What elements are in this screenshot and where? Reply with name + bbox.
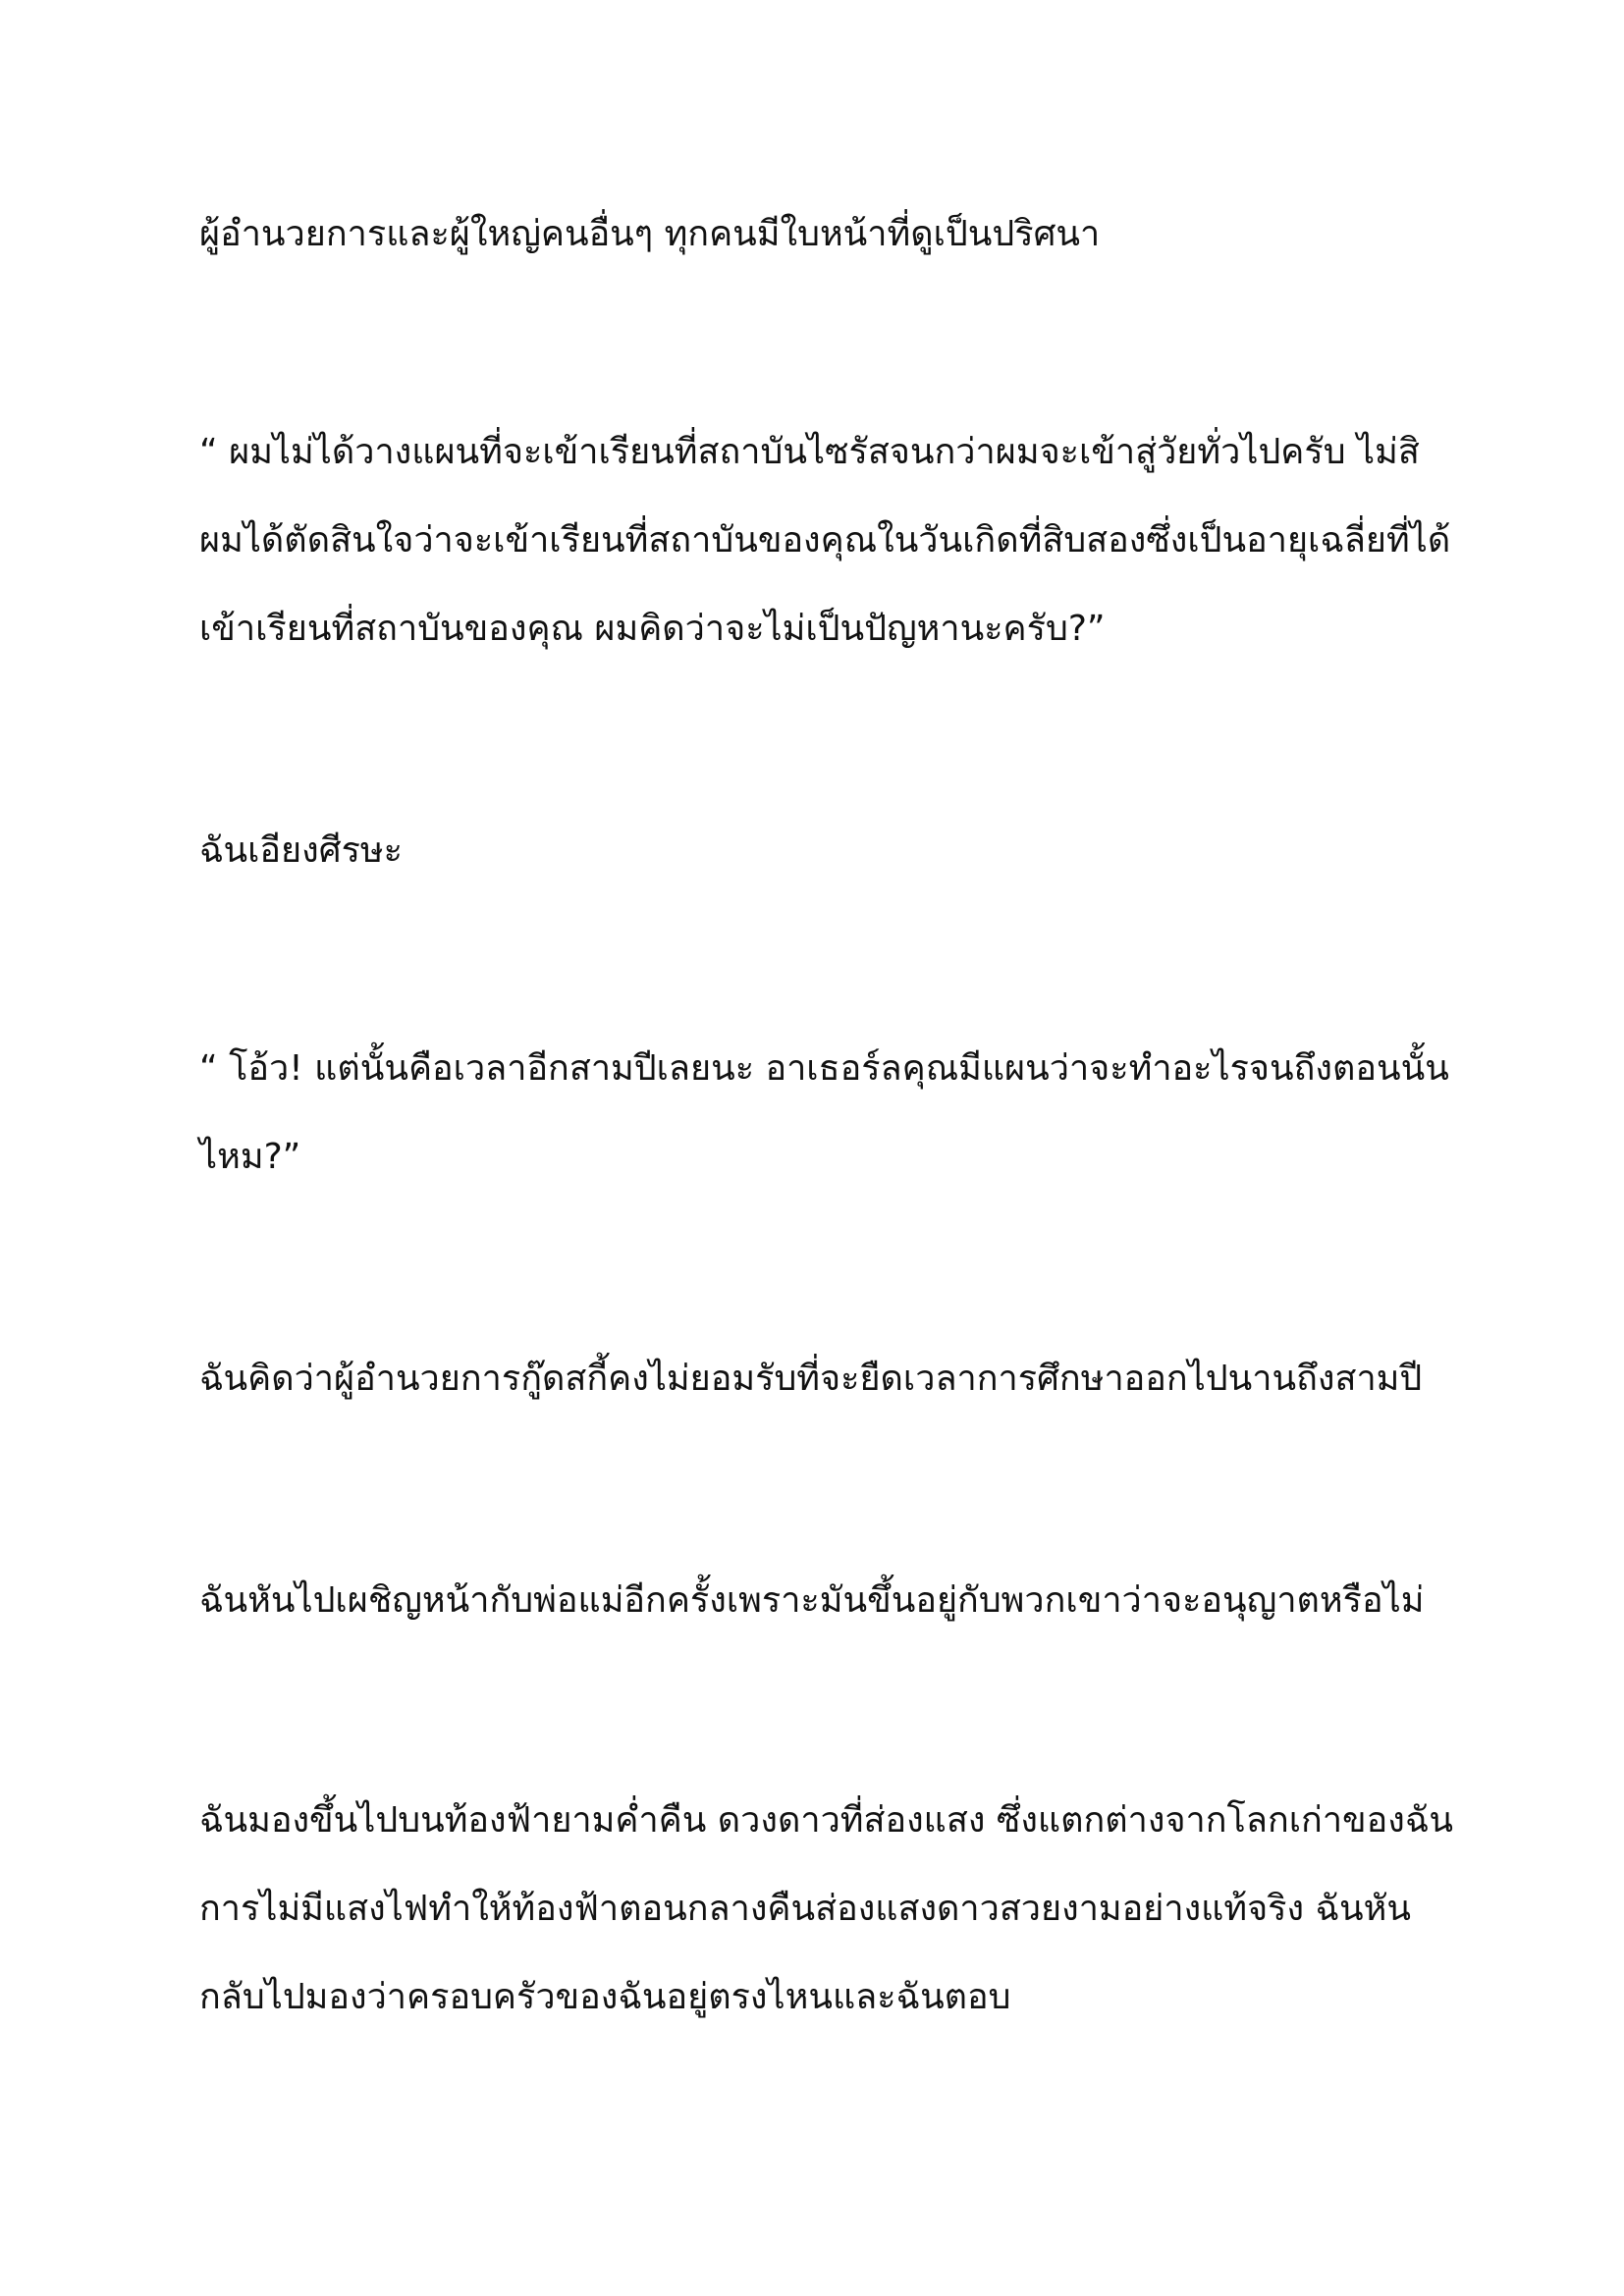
text-line: ฉันมองขึ้นไปบนท้องฟ้ายามค่ำคืน ดวงดาวที่ส่องแสง ซึ่งแตกต่างจากโลกเก่าของฉัน	[199, 1800, 1453, 1841]
text-line: “ โอ้ว! แต่นั้นคือเวลาอีกสามปีเลยนะ อาเธอร์ลคุณมีแผนว่าจะทำอะไรจนถึงตอนนั้น	[199, 1048, 1449, 1089]
text-line: ผู้อำนวยการและผู้ใหญ่คนอื่นๆ ทุกคนมีใบหน้าที่ดูเป็นปริศนา	[199, 214, 1101, 254]
text-line: กลับไปมองว่าครอบครัวของฉันอยู่ตรงไหนและฉันตอบ	[199, 1977, 1011, 2017]
text-line: การไม่มีแสงไฟทำให้ท้องฟ้าตอนกลางคืนส่องแสงดาวสวยงามอย่างแท้จริง ฉันหัน	[199, 1889, 1412, 1929]
text-line: ไหม?”	[199, 1137, 301, 1177]
text-line: ฉันเอียงศีรษะ	[199, 830, 403, 871]
text-line: ฉันคิดว่าผู้อำนวยการกู๊ดสกี้คงไม่ยอมรับที่จะยืดเวลาการศึกษาออกไปนานถึงสามปี	[199, 1359, 1423, 1399]
text-line: ผมได้ตัดสินใจว่าจะเข้าเรียนที่สถาบันของคุณในวันเกิดที่สิบสองซึ่งเป็นอายุเฉลี่ยที่ได้	[199, 520, 1451, 561]
text-line: เข้าเรียนที่สถาบันของคุณ ผมคิดว่าจะไม่เป็นปัญหานะครับ?”	[199, 609, 1106, 649]
text-line: ฉันหันไปเผชิญหน้ากับพ่อแม่อีกครั้งเพราะมันขึ้นอยู่กับพวกเขาว่าจะอนุญาตหรือไม่	[199, 1580, 1425, 1621]
text-line: “ ผมไม่ได้วางแผนที่จะเข้าเรียนที่สถาบันไซรัสจนกว่าผมจะเข้าสู่วัยทั่วไปครับ ไม่สิ	[199, 432, 1420, 472]
